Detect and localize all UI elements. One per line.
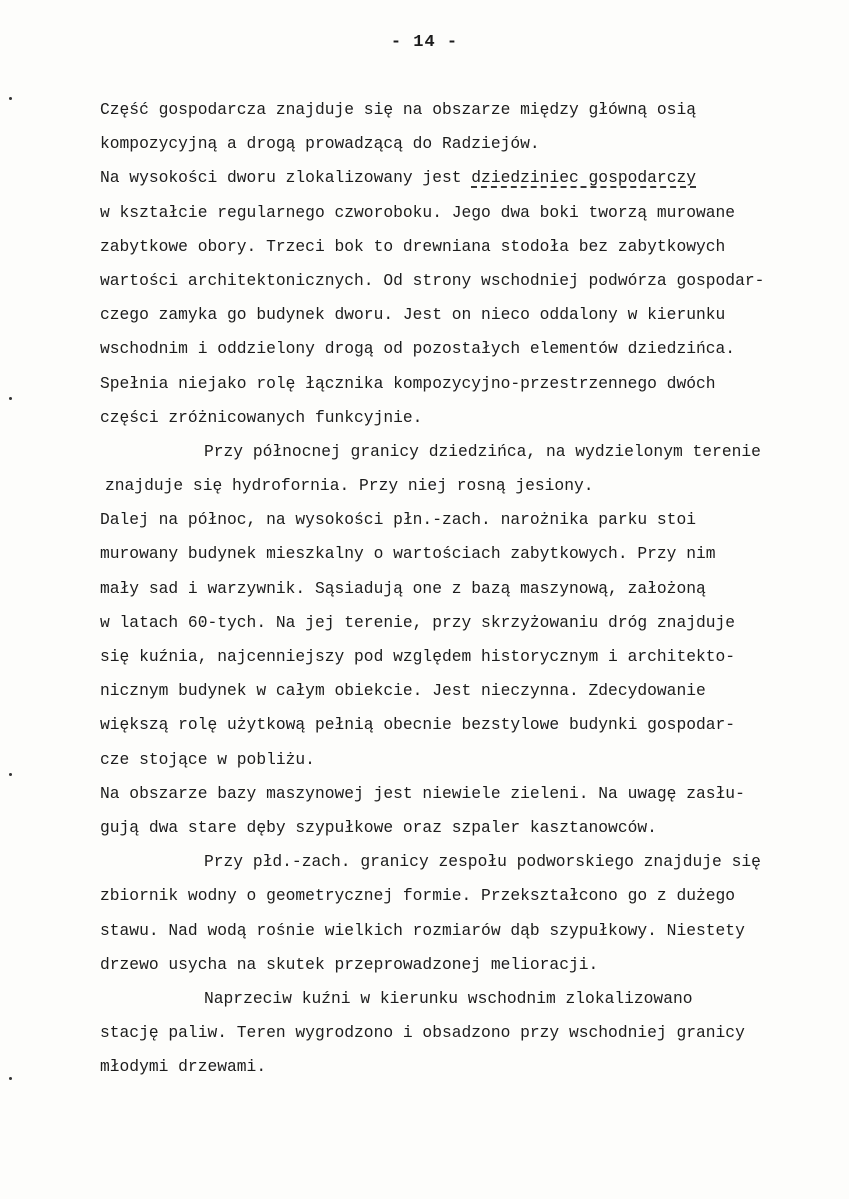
margin-mark [9, 397, 12, 400]
text-line-content: Przy płd.-zach. granicy zespołu podworskiego znajduje się [204, 852, 761, 872]
text-line [100, 914, 820, 948]
text-line-content: czego zamyka go budynek dworu. Jest on nieco oddalony w kierunku [100, 305, 726, 325]
text-line [100, 640, 820, 674]
text-line [100, 811, 820, 845]
text-line [100, 879, 820, 913]
text-line-content: Na obszarze bazy maszynowej jest niewiele zieleni. Na uwagę zasłu- [100, 783, 745, 803]
text-line-content: gują dwa stare dęby szypułkowe oraz szpaler kasztanowców. [100, 817, 657, 837]
text-line-content: mały sad i warzywnik. Sąsiadują one z bazą maszynową, założoną [100, 578, 706, 598]
text-line [100, 1016, 820, 1050]
text-line [100, 708, 820, 742]
text-line [100, 93, 820, 127]
text-line [100, 845, 820, 879]
margin-mark [9, 773, 12, 776]
text-line-content: znajduje się hydrofornia. Przy niej rosną jesiony. [105, 476, 594, 496]
text-line [100, 948, 820, 982]
text-line-content: zabytkowe obory. Trzeci bok to drewniana stodoła bez zabytkowych [100, 236, 726, 256]
text-line [100, 161, 820, 195]
text-line-content: cze stojące w pobliżu. [100, 749, 315, 769]
text-line [100, 127, 820, 161]
text-line-content: Na wysokości dworu zlokalizowany jest [100, 168, 472, 188]
text-line [100, 572, 820, 606]
margin-mark [9, 97, 12, 100]
text-line [100, 298, 820, 332]
text-line-content: Dalej na północ, na wysokości płn.-zach. narożnika parku stoi [100, 510, 696, 530]
text-line-content: większą rolę użytkową pełnią obecnie bezstylowe budynki gospodar- [100, 715, 736, 735]
text-line-content: stację paliw. Teren wygrodzono i obsadzono przy wschodniej granicy [100, 1023, 745, 1043]
text-line-content: w kształcie regularnego czworoboku. Jego dwa boki tworzą murowane [100, 202, 736, 222]
text-line [100, 264, 820, 298]
underlined-term: dziedziniec gospodarczy [471, 168, 696, 188]
text-line-content: kompozycyjną a drogą prowadzącą do Radziejów. [100, 134, 540, 154]
text-line [100, 674, 820, 708]
text-line-content: Przy północnej granicy dziedzińca, na wydzielonym terenie [204, 441, 761, 461]
text-line [100, 982, 820, 1016]
text-line-content: drzewo usycha na skutek przeprowadzonej melioracji. [100, 954, 599, 974]
text-line-content: Spełnia niejako rolę łącznika kompozycyjno-przestrzennego dwóch [100, 373, 716, 393]
text-line [100, 743, 820, 777]
text-line [100, 401, 820, 435]
text-line [100, 503, 820, 537]
text-line-content: wschodnim i oddzielony drogą od pozostałych elementów dziedzińca. [100, 339, 736, 359]
text-line-content: nicznym budynek w całym obiekcie. Jest nieczynna. Zdecydowanie [100, 681, 706, 701]
text-line [100, 230, 820, 264]
text-line [100, 435, 820, 469]
text-line-content: Naprzeciw kuźni w kierunku wschodnim zlokalizowano [204, 988, 693, 1008]
page-number: - 14 - [390, 33, 459, 52]
text-line [100, 332, 820, 366]
text-line [100, 367, 820, 401]
text-line [100, 537, 820, 571]
text-line [100, 196, 820, 230]
text-line-content: części zróżnicowanych funkcyjnie. [100, 407, 423, 427]
text-line-content: stawu. Nad wodą rośnie wielkich rozmiarów dąb szypułkowy. Niestety [100, 920, 745, 940]
typed-text-body [100, 93, 820, 1084]
margin-mark [9, 1077, 12, 1080]
text-line [100, 777, 820, 811]
text-line-content: się kuźnia, najcenniejszy pod względem historycznym i architekto- [100, 647, 736, 666]
text-line-content: młodymi drzewami. [100, 1057, 267, 1077]
text-line [100, 469, 820, 503]
text-line-content: Część gospodarcza znajduje się na obszarze między główną osią [100, 100, 696, 119]
text-line-content: zbiornik wodny o geometrycznej formie. Przekształcono go z dużego [100, 886, 736, 906]
text-line [100, 606, 820, 640]
text-line-content: w latach 60-tych. Na jej terenie, przy skrzyżowaniu dróg znajduje [100, 612, 736, 632]
text-line-content: murowany budynek mieszkalny o wartościach zabytkowych. Przy nim [100, 544, 716, 564]
text-line-content: wartości architektonicznych. Od strony wschodniej podwórza gospodar- [100, 270, 765, 290]
text-line [100, 1050, 820, 1084]
